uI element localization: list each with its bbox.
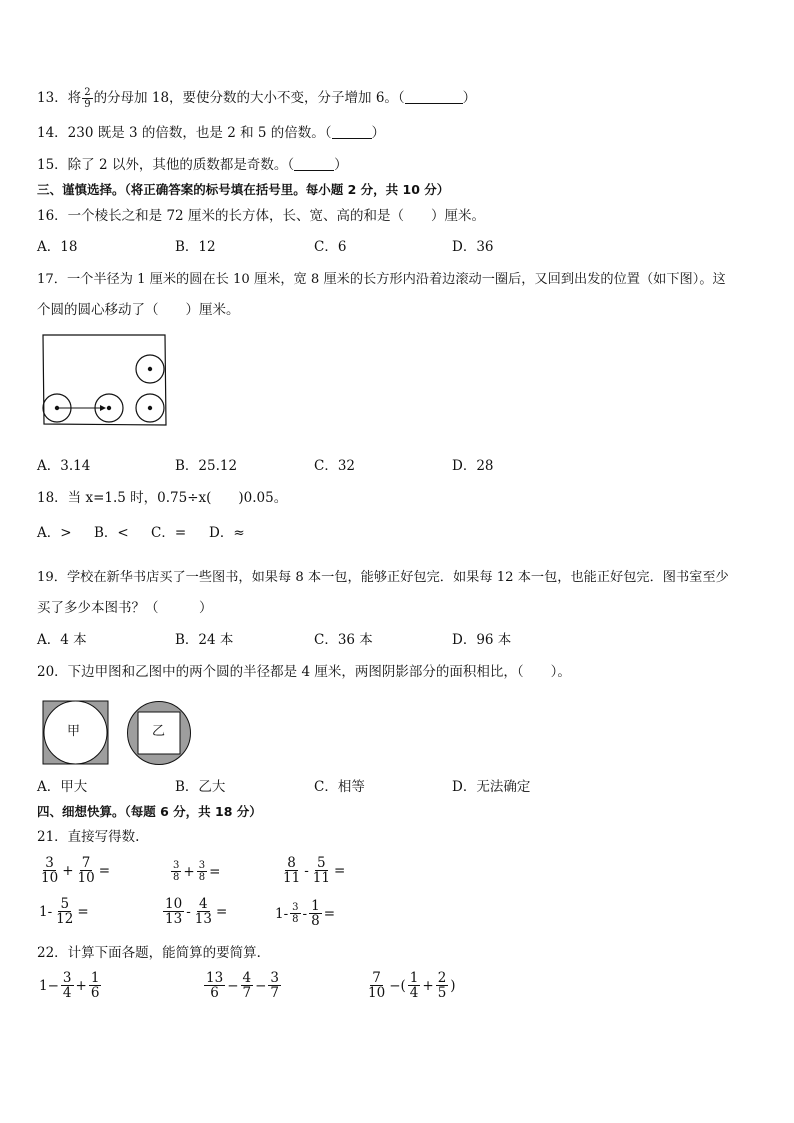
fraction: $\frac{3}{4}$ (62, 970, 72, 1001)
fraction: $\frac{2}{5}$ (437, 970, 447, 1001)
question-20: 20．下边甲图和乙图中的两个圆的半径都是 4 厘米，两图阴影部分的面积相比，（ ）。 (37, 664, 571, 680)
q18-option-a[interactable]: A．> (37, 525, 72, 541)
q13-text-post: 的分母加 18，要使分数的大小不变，分子增加 6。（ (93, 90, 405, 106)
question-18: 18．当 x=1.5 时，0.75÷x( )0.05。 (37, 490, 288, 506)
q20-option-d[interactable]: D．无法确定 (452, 779, 531, 795)
q19-option-c[interactable]: C．36 本 (314, 632, 373, 648)
q17-option-b[interactable]: B．25.12 (175, 458, 238, 474)
q20-option-a[interactable]: A．甲大 (37, 779, 88, 795)
q22-expr-1: 1− $\frac{3}{4}$ + $\frac{1}{6}$ (39, 970, 100, 1001)
fraction: $\frac{5}{11}$ (312, 855, 330, 886)
question-19-line-1: 19．学校在新华书店买了一些图书，如果每 8 本一包，能够正好包完．如果每 12 本一包，也能正好包完．图书室至少 (37, 570, 729, 585)
q17-option-d[interactable]: D．28 (452, 458, 494, 474)
q16-option-b[interactable]: B．12 (175, 239, 216, 255)
q20-label-yi: 乙 (152, 724, 166, 739)
q18-option-c[interactable]: C．= (151, 525, 187, 541)
q21-expr-3: $\frac{8}{11}$ - $\frac{5}{11}$ = (283, 855, 346, 886)
q21-expr-1: $\frac{3}{10}$ + $\frac{7}{10}$ = (41, 855, 110, 886)
q22-expr-2: $\frac{13}{6}$ − $\frac{4}{7}$ − $\frac{3}{7}$ (206, 970, 279, 1001)
q15-text-end: ） (334, 157, 348, 173)
fraction: $\frac{4}{13}$ (194, 896, 212, 927)
q19-option-d[interactable]: D．96 本 (452, 632, 512, 648)
q21-expr-2: $\frac{3}{8}$ + $\frac{3}{8}$ = (173, 860, 221, 883)
fraction: $\frac{1}{4}$ (409, 970, 419, 1001)
fraction: $\frac{1}{6}$ (90, 970, 100, 1001)
section-3-heading: 三、谨慎选择。（将正确答案的标号填在括号里。每小题 2 分，共 10 分） (37, 182, 450, 197)
question-16: 16．一个棱长之和是 72 厘米的长方体，长、宽、高的和是（ ）厘米。 (37, 208, 485, 224)
q17-rolling-circle-figure (40, 332, 170, 427)
q20-option-c[interactable]: C．相等 (314, 779, 365, 795)
question-13 (37, 87, 476, 110)
q16-option-d[interactable]: D．36 (452, 239, 494, 255)
question-17-line-1: 17．一个半径为 1 厘米的圆在长 10 厘米，宽 8 厘米的长方形内沿着边滚动一圈后，又回到出发的位置（如下图）。这 (37, 272, 726, 287)
q20-option-b[interactable]: B．乙大 (175, 779, 226, 795)
fraction: $\frac{5}{12}$ (56, 896, 74, 927)
q17-option-c[interactable]: C．32 (314, 458, 356, 474)
fraction: $\frac{3}{8}$ (292, 902, 299, 925)
q13-fraction (82, 87, 92, 110)
q14-answer-blank[interactable] (332, 124, 372, 139)
fraction: $\frac{7}{10}$ (77, 855, 95, 886)
question-15 (37, 155, 348, 175)
q13-answer-blank[interactable] (405, 89, 463, 104)
q20-label-jia: 甲 (67, 724, 81, 739)
q16-option-a[interactable]: A．18 (37, 239, 78, 255)
q15-answer-blank[interactable] (294, 156, 334, 171)
q14-text: 14．230 既是 3 的倍数，也是 2 和 5 的倍数。（ (37, 125, 332, 141)
fraction: $\frac{7}{10}$ (368, 970, 386, 1001)
q17-option-a[interactable]: A．3.14 (37, 458, 91, 474)
fraction: $\frac{13}{6}$ (206, 970, 224, 1001)
fraction: $\frac{10}{13}$ (165, 896, 183, 927)
fraction: $\frac{3}{10}$ (41, 855, 59, 886)
q21-expr-5: $\frac{10}{13}$ - $\frac{4}{13}$ = (165, 896, 228, 927)
question-22: 22．计算下面各题，能简算的要简算． (37, 945, 271, 961)
q14-text-end: ） (371, 125, 386, 141)
q13-text-end: ） (462, 90, 477, 106)
q19-option-a[interactable]: A．4 本 (37, 632, 87, 648)
fraction: $\frac{1}{8}$ (311, 898, 320, 929)
q18-option-d[interactable]: D．≈ (209, 525, 245, 541)
q21-expr-6: 1- $\frac{3}{8}$ - $\frac{1}{8}$ = (275, 898, 335, 929)
question-21: 21．直接写得数. (37, 829, 140, 845)
q19-option-b[interactable]: B．24 本 (175, 632, 234, 648)
q21-expr-4: 1- $\frac{5}{12}$ = (39, 896, 89, 927)
fraction: $\frac{3}{8}$ (198, 860, 206, 883)
q15-text: 15．除了 2 以外，其他的质数都是奇数。（ (37, 157, 295, 173)
q13-number: 13 (37, 90, 55, 106)
fraction: $\frac{3}{8}$ (173, 860, 180, 883)
question-17-line-2: 个圆的圆心移动了（ ）厘米。 (37, 302, 240, 318)
fraction: $\frac{4}{7}$ (242, 970, 252, 1001)
section-4-heading: 四、细想快算。（每题 6 分，共 18 分） (37, 804, 262, 819)
q13-frac-den: 9 (84, 99, 91, 110)
q16-option-c[interactable]: C．6 (314, 239, 347, 255)
q22-expr-3: $\frac{7}{10}$ −( $\frac{1}{4}$ + $\frac{2}{5}$ ) (368, 970, 456, 1001)
fraction: $\frac{3}{7}$ (270, 970, 279, 1001)
q13-frac-num: 2 (84, 87, 91, 98)
fraction: $\frac{8}{11}$ (283, 855, 301, 886)
q13-text-pre: ．将 (54, 90, 82, 106)
question-19-line-2: 买了多少本图书？（ ） (37, 600, 213, 616)
question-14 (37, 123, 385, 143)
q18-option-b[interactable]: B．< (94, 525, 129, 541)
